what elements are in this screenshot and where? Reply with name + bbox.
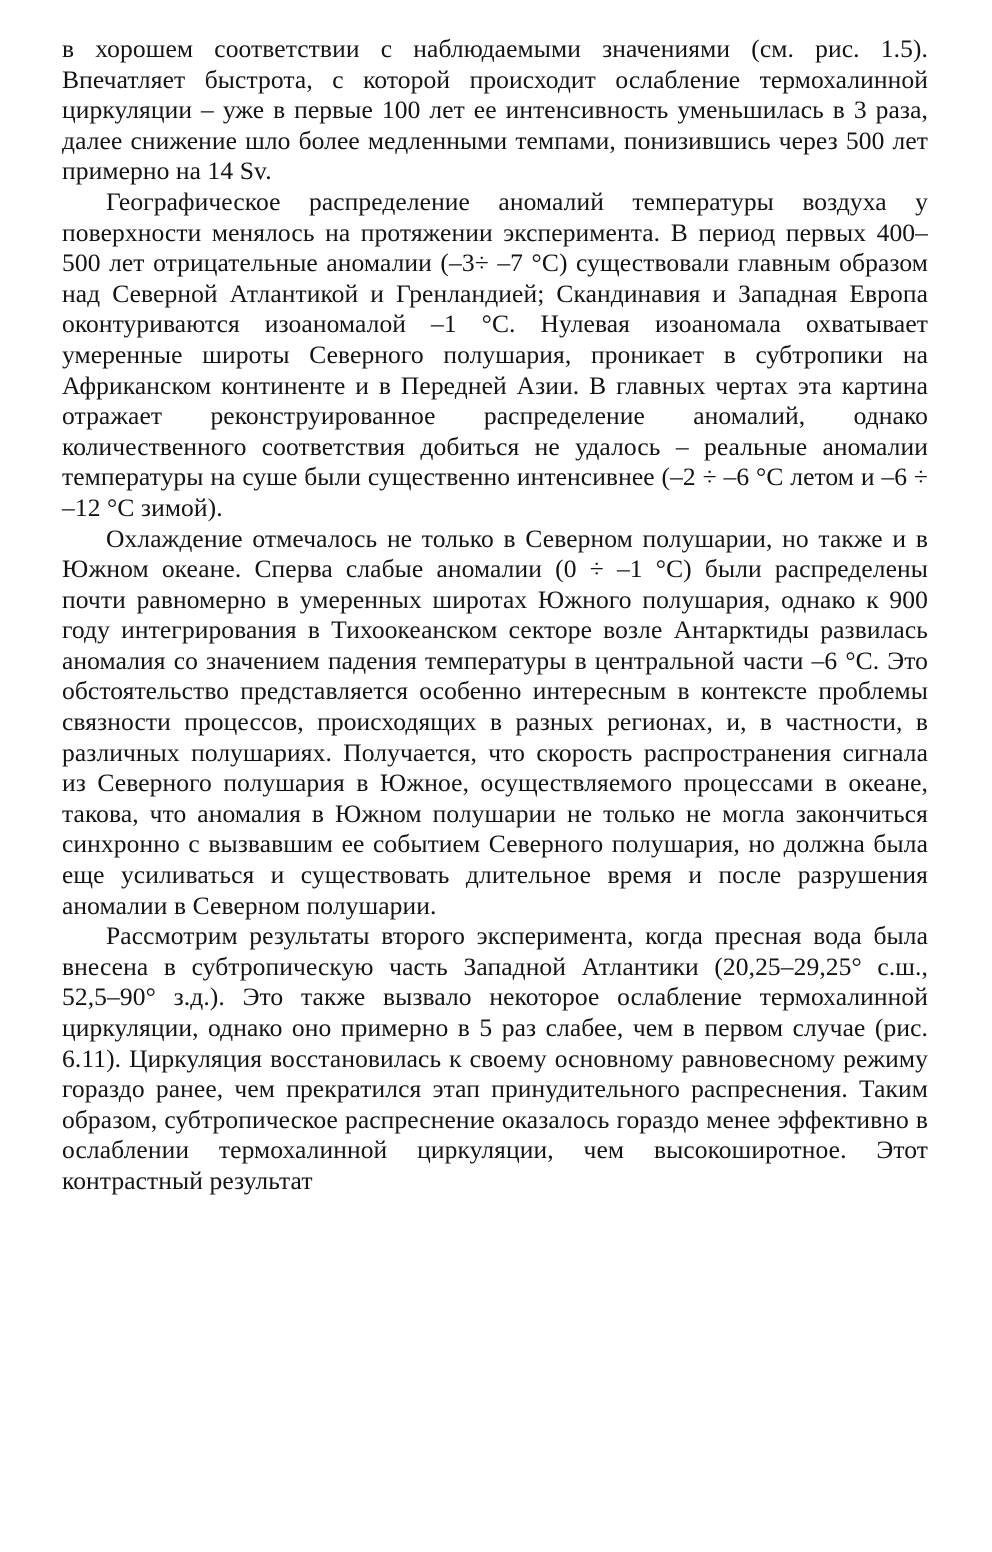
- paragraph-4: Рассмотрим результаты второго эксперимента, когда пресная вода была внесена в субтропическую часть Западной Атлантики (20,25–29,25° с.ш., 52,5–90° з.д.). Это также вызвало некоторое ослабление термохалинной циркуляции, однако оно примерно в 5 раз слабее, чем в первом случае (рис. 6.11). Циркуляция восстановилась к своему основному равновесному режиму гораздо ранее, чем прекратился этап принудительного распреснения. Таким образом, субтропическое распреснение оказалось гораздо менее эффективно в ослаблении термохалинной циркуляции, чем высокоширотное. Этот контрастный результат: [62, 921, 928, 1195]
- paragraph-2: Географическое распределение аномалий температуры воздуха у поверхности менялось на протяжении эксперимента. В период первых 400–500 лет отрицательные аномалии (–3÷ –7 °С) существовали главным образом над Северной Атлантикой и Гренландией; Скандинавия и Западная Европа оконтуриваются изоаномалой –1 °С. Нулевая изоаномала охватывает умеренные широты Северного полушария, проникает в субтропики на Африканском континенте и в Передней Азии. В главных чертах эта картина отражает реконструированное распределение аномалий, однако количественного соответствия добиться не удалось – реальные аномалии температуры на суше были существенно интенсивнее (–2 ÷ –6 °С летом и –6 ÷ –12 °С зимой).: [62, 186, 928, 522]
- paragraph-3: Охлаждение отмечалось не только в Северном полушарии, но также и в Южном океане. Сперва слабые аномалии (0 ÷ –1 °С) были распределены почти равномерно в умеренных широтах Южного полушария, однако к 900 году интегрирования в Тихоокеанском секторе возле Антарктиды развилась аномалия со значением падения температуры в центральной части –6 °С. Это обстоятельство представляется особенно интересным в контексте проблемы связности процессов, происходящих в разных регионах, и, в частности, в различных полушариях. Получается, что скорость распространения сигнала из Северного полушария в Южное, осуществляемого процессами в океане, такова, что аномалия в Южном полушарии не только не могла закончиться синхронно с вызвавшим ее событием Северного полушария, но должна была еще усиливаться и существовать длительное время и после разрушения аномалии в Северном полушарии.: [62, 523, 928, 920]
- paragraph-1: в хорошем соответствии с наблюдаемыми значениями (см. рис. 1.5). Впечатляет быстрота, с которой происходит ослабление термохалинной циркуляции – уже в первые 100 лет ее интенсивность уменьшилась в 3 раза, далее снижение шло более медленными темпами, понизившись через 500 лет примерно на 14 Sv.: [62, 34, 928, 186]
